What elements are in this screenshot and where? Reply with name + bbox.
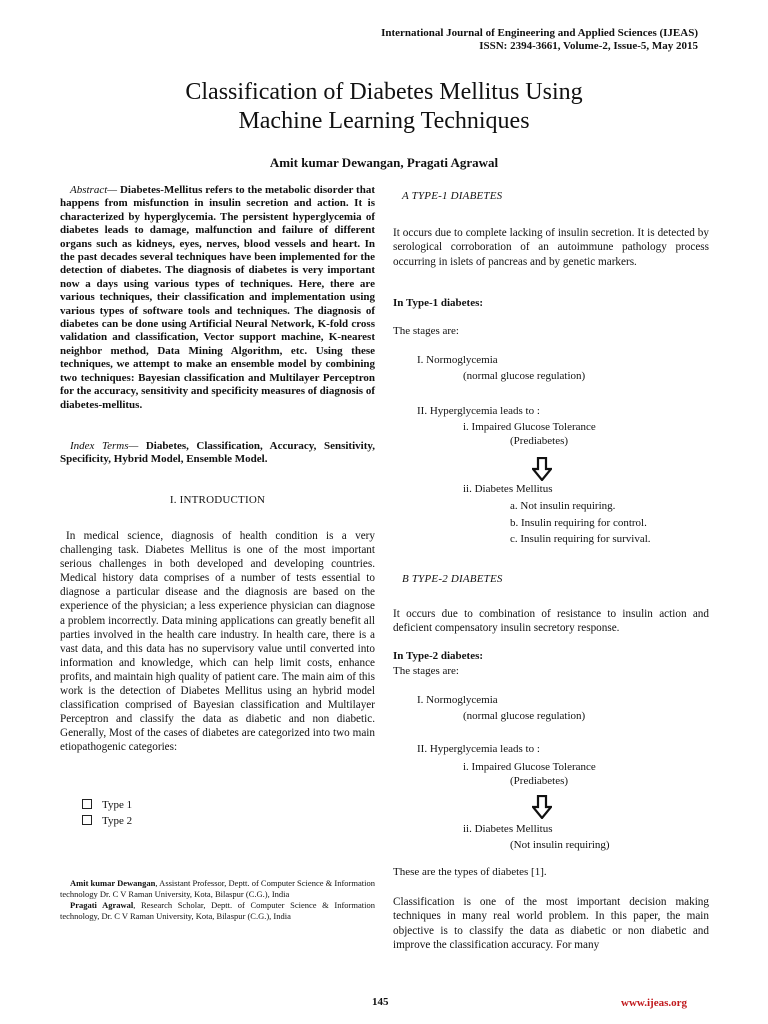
classification-paragraph: Classification is one of the most important decision making techniques in many real world problem. In this paper, the main objective is to classify the data as diabetic or non diabetic and improve the classification accuracy. For many xyxy=(393,896,709,951)
footnote-author-2: Pragati Agrawal, Research Scholar, Deptt. of Computer Science & Information technology, Dr. C V Raman University, Kota, Bilaspur (C.G.), India xyxy=(60,900,375,921)
page-number: 145 xyxy=(372,996,389,1008)
index-terms-text: Diabetes, Classification, Accuracy, Sensitivity, Specificity, Hybrid Model, Ensemble Model. xyxy=(60,440,375,466)
down-arrow-icon xyxy=(532,457,552,481)
footnotes xyxy=(60,878,375,922)
type1-stage-2-i-desc: (Prediabetes) xyxy=(510,435,569,447)
type2-stage-2-i: i. Impaired Glucose Tolerance xyxy=(463,761,596,773)
footnote-author-1: Amit kumar Dewangan, Assistant Professor, Deptt. of Computer Science & Information technology Dr. C V Raman University, Kota, Bilaspur (C.G.), India xyxy=(60,878,375,899)
title-line-1: Classification of Diabetes Mellitus Using xyxy=(185,79,583,105)
type1-stage-2-i: i. Impaired Glucose Tolerance xyxy=(463,421,596,433)
bullet-list xyxy=(82,798,132,828)
abstract-label: Abstract xyxy=(70,184,108,196)
type2-stage-2-i-desc: (Prediabetes) xyxy=(510,775,569,787)
type2-stage-2: II. Hyperglycemia leads to : xyxy=(417,743,540,755)
journal-issn: ISSN: 2394-3661, Volume-2, Issue-5, May 2015 xyxy=(479,40,698,52)
journal-name: International Journal of Engineering and Applied Sciences (IJEAS) xyxy=(381,27,698,39)
section-heading-introduction: I. INTRODUCTION xyxy=(169,494,266,506)
abstract: Abstract— Diabetes-Mellitus refers to the metabolic disorder that happens from misfunction in insulin secretion and action. It is characterized by hyperglycemia. The persistent hyperglycemia of diabetes leads to damage, malfunction and failure of different organs such as kidneys, eyes, nerves, blood vessels and heart. In the past decades several techniques have been implemented for the detection of diabetes. The diagnosis of diabetes is very important now a days using various types of techniques. Here, there are various techniques, their classification and implementation using various types of software tools and techniques. The diagnosis of diabetes can be done using Artificial Neural Network, K-fold cross validation and classification, Vector support machine, K-nearest neighbor method, Data Mining Algorithm, etc. Using these techniques, we attempt to make an ensemble model by combining two techniques: Bayesian classification and Multilayer Perceptron for the accuracy, sensitivity and specificity measures of diagnosis of diabetes-mellitus. xyxy=(60,184,376,411)
title-line-2: Machine Learning Techniques xyxy=(238,108,530,134)
type1-sub-b: b. Insulin requiring for control. xyxy=(510,517,647,529)
type2-stages: The stages are: xyxy=(393,665,459,677)
bullet-icon xyxy=(82,815,92,825)
abstract-text: Diabetes-Mellitus refers to the metabolic disorder that happens from misfunction in insulin secretion and action. It is characterized by hyperglycemia. The persistent hyperglycemia of diabetes leads to damage, malfunction and failure of different organs such as kidneys, eyes, nerves, blood vessels and heart. In the past decades several techniques have been implemented for the detection of diabetes. The diagnosis of diabetes is very important now a days using various types of techniques. Here, there are various techniques, their classification and implementation using various types of software tools and techniques. The diagnosis of diabetes can be done using Artificial Neural Network, K-fold cross validation and classification, Vector support machine, K-nearest neighbor method, Data Mining Algorithm, etc. Using these techniques, we attempt to make an ensemble model by combining two techniques: Bayesian classification and Multilayer Perceptron for the accuracy, sensitivity and specificity measures of diagnosis of diabetes-mellitus. xyxy=(60,184,376,411)
bullet-icon xyxy=(82,799,92,809)
type1-stage-2: II. Hyperglycemia leads to : xyxy=(417,405,540,417)
type2-stage-2-ii-desc: (Not insulin requiring) xyxy=(510,839,610,851)
type1-sub-a: a. Not insulin requiring. xyxy=(510,500,616,512)
authors: Amit kumar Dewangan, Pragati Agrawal xyxy=(269,155,499,170)
introduction-text: In medical science, diagnosis of health condition is a very challenging task. Diabetes Mellitus is one of the most important serious challenges in both developed and developing countries. Medical history data comprises of a number of tests essential to diagnose a particular disease and the diagnosis are based on the experience of the physician; a less experience physician can diagnose a problem incorrectly. Data mining applications can greatly benefit all parties involved in the health care industry. In health care, there is a vast data, and this data has no supervisory value until converted into information and knowledge, which can help limit costs, enhance profits, and maintain high quality of patient care. The main aim of this work is the detection of Diabetes Mellitus using an hybrid model classification comprised of Bayesian classification and Multilayer Perceptron and classify the data as diabetic and non diabetic. Generally, Most of the cases of diabetes are categorized into two main etiopathogenic categories: xyxy=(60,530,375,754)
type2-stage-1-desc: (normal glucose regulation) xyxy=(463,710,586,722)
index-terms: Index Terms— Diabetes, Classification, Accuracy, Sensitivity, Specificity, Hybrid Model, Ensemble Model. xyxy=(60,440,375,466)
journal-website-link[interactable]: www.ijeas.org xyxy=(621,997,687,1009)
type2-label: In Type-2 diabetes: xyxy=(393,650,484,662)
type1-label: In Type-1 diabetes: xyxy=(393,297,484,309)
type1-description: It occurs due to complete lacking of insulin secretion. It is detected by serological corroboration of an autoimmune pathology process occurring in islets of pancreas and by genetic markers. xyxy=(393,227,709,268)
index-terms-label: Index Terms xyxy=(70,440,129,452)
subsection-heading-type1: A TYPE-1 DIABETES xyxy=(402,190,503,202)
subsection-heading-type2: B TYPE-2 DIABETES xyxy=(402,573,503,585)
journal-header xyxy=(381,27,698,53)
type1-stage-1: I. Normoglycemia xyxy=(417,354,498,366)
type2-description: It occurs due to combination of resistance to insulin action and deficient compensatory insulin secretory response. xyxy=(393,608,709,635)
type1-sub-c: c. Insulin requiring for survival. xyxy=(510,533,651,545)
type2-stage-2-ii: ii. Diabetes Mellitus xyxy=(463,823,553,835)
list-item: Type 1 xyxy=(82,798,132,812)
type1-stages: The stages are: xyxy=(393,325,459,337)
paper-title xyxy=(0,78,768,136)
type2-stage-1: I. Normoglycemia xyxy=(417,694,498,706)
type1-stage-2-ii: ii. Diabetes Mellitus xyxy=(463,483,553,495)
list-item: Type 2 xyxy=(82,814,132,828)
down-arrow-icon xyxy=(532,795,552,819)
types-reference: These are the types of diabetes [1]. xyxy=(393,866,547,878)
type1-stage-1-desc: (normal glucose regulation) xyxy=(463,370,586,382)
